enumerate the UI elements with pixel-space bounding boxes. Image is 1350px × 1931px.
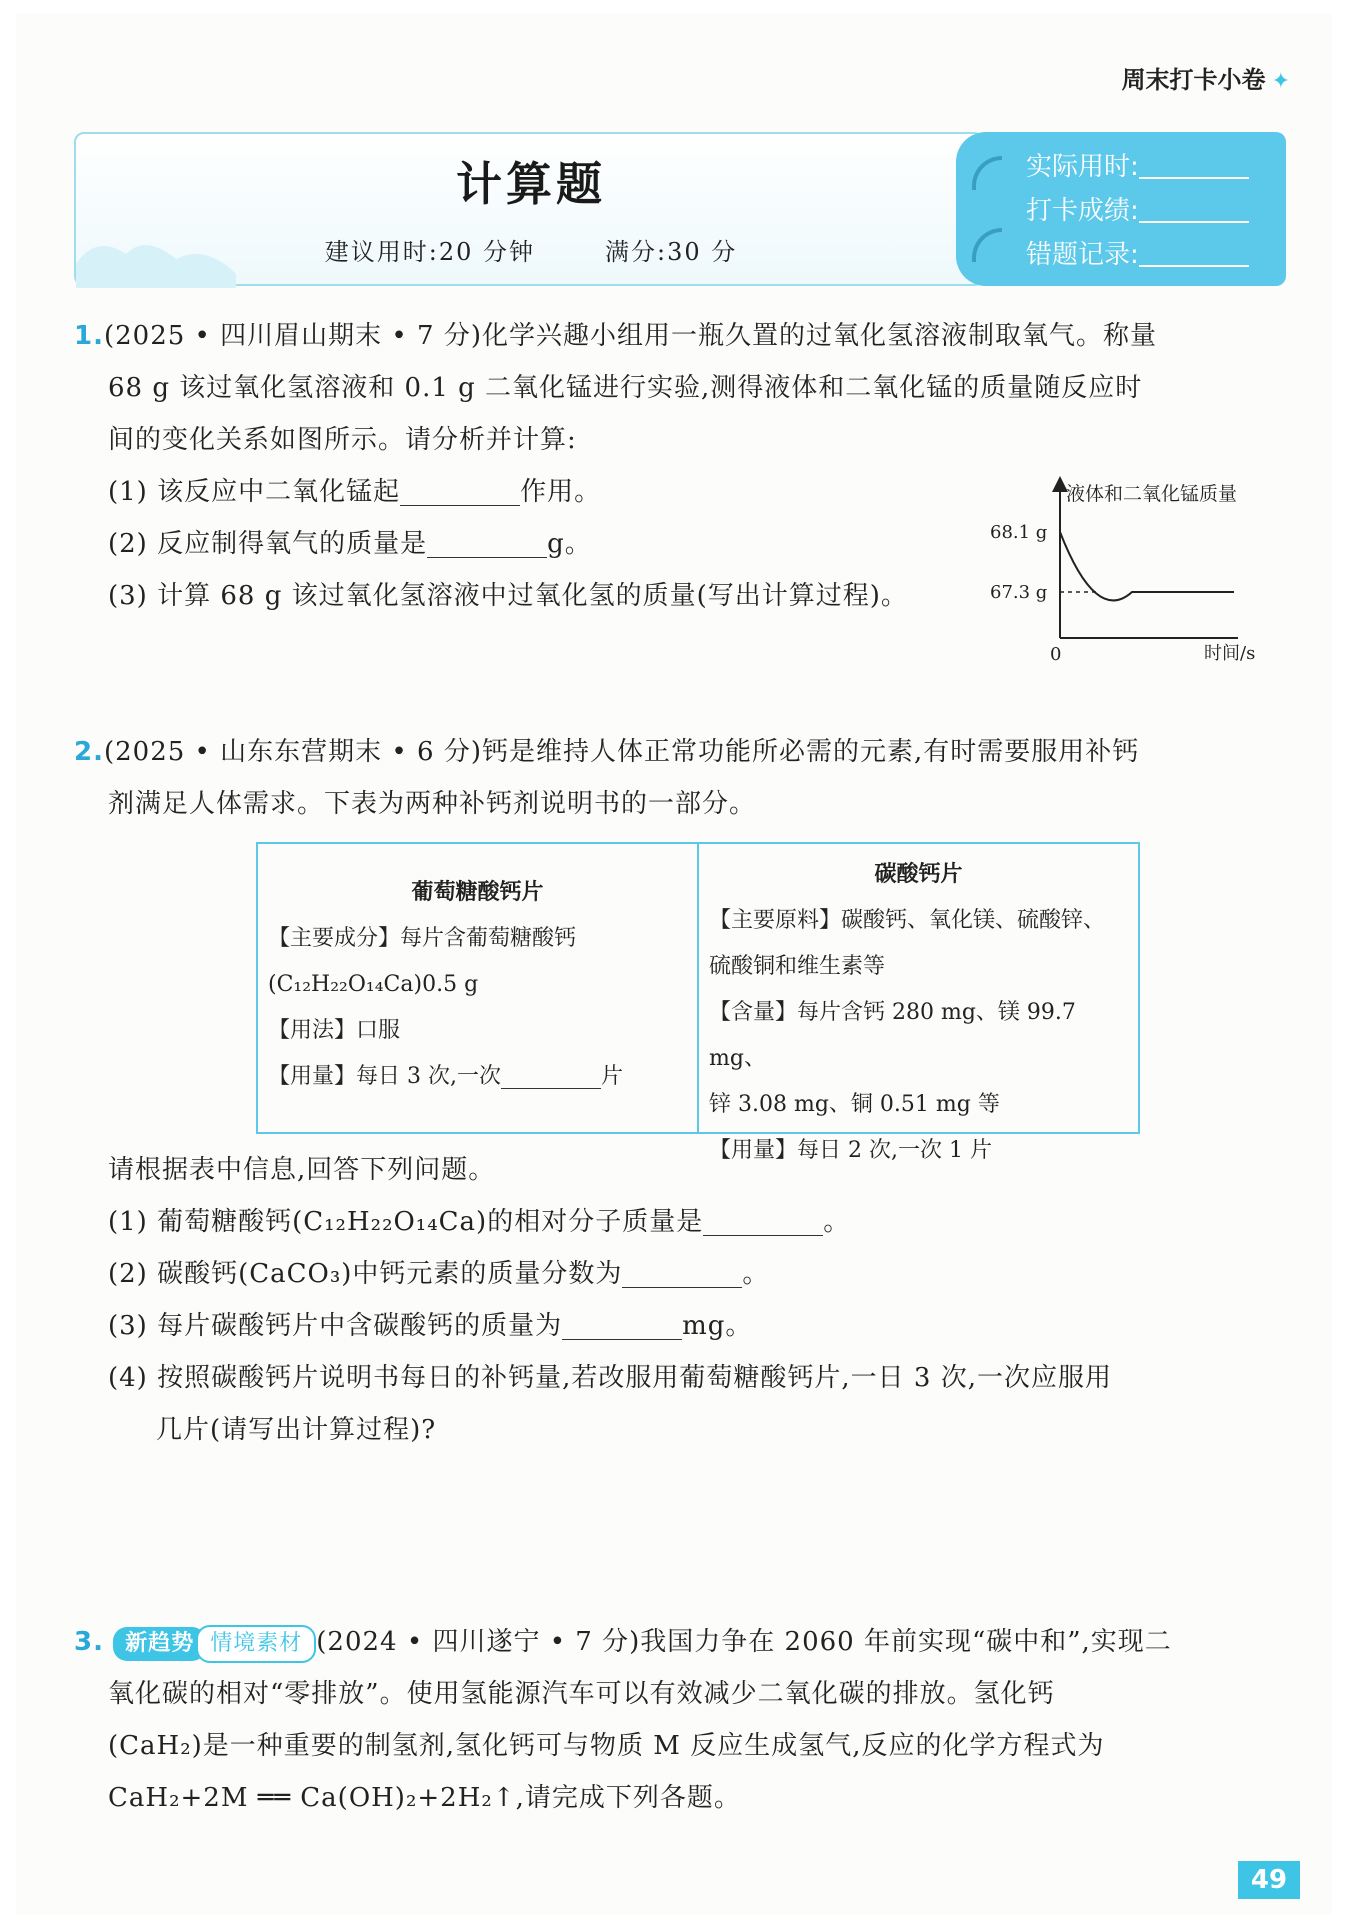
table-cell: 【用量】每日 3 次,一次 片 (268, 1064, 623, 1089)
question-3-line3: (CaH₂)是一种重要的制氢剂,氢化钙可与物质 M 反应生成氢气,反应的化学方程式为 (108, 1731, 1105, 1761)
question-2-stem: 2.(2025 • 山东东营期末 • 6 分)钙是维持人体正常功能所必需的元素,有时需要服用补钙 (74, 737, 1140, 767)
mass-time-graph (988, 476, 1288, 666)
question-3 (74, 1616, 1284, 1824)
table-cell: 硫酸铜和维生素等 (709, 954, 886, 979)
y-axis-label: 液体和二氧化锰质量 (1066, 483, 1238, 505)
answer-blank[interactable] (562, 1339, 682, 1340)
question-1-part-1: (1) 该反应中二氧化锰起 作用。 (108, 477, 602, 507)
page-number: 49 (1238, 1861, 1300, 1899)
question-2-intro: 请根据表中信息,回答下列问题。 (108, 1155, 496, 1185)
header-label: 周末打卡小卷 ✦ (1121, 66, 1290, 94)
question-1-stem: 1.(2025 • 四川眉山期末 • 7 分)化学兴趣小组用一瓶久置的过氧化氢溶液制取氧气。称量 (74, 321, 1157, 351)
supplement-table (256, 842, 1140, 1163)
question-3-line2: 氧化碳的相对“零排放”。使用氢能源汽车可以有效减少二氧化碳的排放。氢化钙 (108, 1679, 1055, 1709)
question-2-part-1: (1) 葡萄糖酸钙(C₁₂H₂₂O₁₄Ca)的相对分子质量是 。 (108, 1207, 851, 1237)
question-2-part-3: (3) 每片碳酸钙片中含碳酸钙的质量为 mg。 (108, 1311, 753, 1341)
question-number: 2. (74, 737, 104, 767)
table-cell: 【主要成分】每片含葡萄糖酸钙 (268, 926, 577, 951)
binder-ring-icon (972, 228, 1002, 262)
question-2-part-4: (4) 按照碳酸钙片说明书每日的补钙量,若改服用葡萄糖酸钙片,一日 3 次,一次应服用 (108, 1363, 1112, 1393)
answer-blank[interactable] (400, 505, 520, 506)
question-1-line3: 间的变化关系如图所示。请分析并计算: (108, 425, 577, 455)
series-line (1060, 532, 1234, 600)
error-record-field[interactable]: 错题记录: (1026, 234, 1249, 271)
full-score: 满分:30 分 (605, 238, 738, 266)
answer-blank[interactable] (427, 557, 547, 558)
x-axis-label: 时间/s (1204, 643, 1256, 664)
title-banner (74, 132, 1286, 286)
table-cell: (C₁₂H₂₂O₁₄Ca)0.5 g (268, 972, 479, 997)
question-2-line2: 剂满足人体需求。下表为两种补钙剂说明书的一部分。 (108, 789, 757, 819)
new-trend-badge: 新趋势 (113, 1627, 206, 1661)
table-cell: 【用量】每日 2 次,一次 1 片 (709, 1138, 992, 1163)
table-column-right (697, 844, 1138, 1163)
star-icon: ✦ (1271, 69, 1290, 94)
actual-time-field[interactable]: 实际用时: (1026, 146, 1249, 183)
question-1-line2: 68 g 该过氧化氢溶液和 0.1 g 二氧化锰进行实验,测得液体和二氧化锰的质量随反应时 (108, 373, 1143, 403)
banner-subtitle (76, 232, 986, 267)
y-tick-label: 67.3 g (990, 582, 1048, 603)
banner-main (74, 132, 984, 286)
origin-label: 0 (1050, 644, 1062, 665)
question-1-part-2: (2) 反应制得氧气的质量是 g。 (108, 529, 592, 559)
question-2-part-4-cont: 几片(请写出计算过程)? (156, 1415, 437, 1445)
suggested-time: 建议用时:20 分钟 (324, 238, 535, 266)
question-2 (74, 726, 1284, 830)
question-1-part-3: (3) 计算 68 g 该过氧化氢溶液中过氧化氢的质量(写出计算过程)。 (108, 581, 908, 611)
table-header: 碳酸钙片 (874, 862, 963, 887)
y-tick-label: 68.1 g (990, 522, 1048, 543)
page-title: 计算题 (456, 157, 606, 211)
answer-blank[interactable] (622, 1287, 742, 1288)
question-3-stem: 3. 新趋势 情境素材 (2024 • 四川遂宁 • 7 分)我国力争在 2060 年前实现“碳中和”,实现二 (74, 1616, 1284, 1668)
table-cell: 【用法】口服 (268, 1018, 401, 1043)
table-header: 葡萄糖酸钙片 (411, 880, 544, 905)
answer-blank[interactable] (501, 1088, 601, 1089)
question-2-part-2: (2) 碳酸钙(CaCO₃)中钙元素的质量分数为 。 (108, 1259, 770, 1289)
table-column-left (258, 844, 697, 1132)
score-field[interactable]: 打卡成绩: (1026, 190, 1249, 227)
context-badge: 情境素材 (196, 1625, 316, 1663)
score-panel (986, 132, 1286, 286)
question-number: 1. (74, 321, 104, 351)
table-cell: 【含量】每片含钙 280 mg、镁 99.7 mg、 (709, 1000, 1076, 1071)
answer-blank[interactable] (703, 1235, 823, 1236)
question-3-line4: CaH₂+2M ══ Ca(OH)₂+2H₂↑,请完成下列各题。 (108, 1783, 741, 1813)
table-cell: 锌 3.08 mg、铜 0.51 mg 等 (709, 1092, 1000, 1117)
question-2-parts (74, 1144, 1284, 1456)
table-cell: 【主要原料】碳酸钙、氧化镁、硫酸锌、 (709, 908, 1106, 933)
question-number: 3. (74, 1627, 104, 1657)
binder-ring-icon (972, 156, 1002, 190)
